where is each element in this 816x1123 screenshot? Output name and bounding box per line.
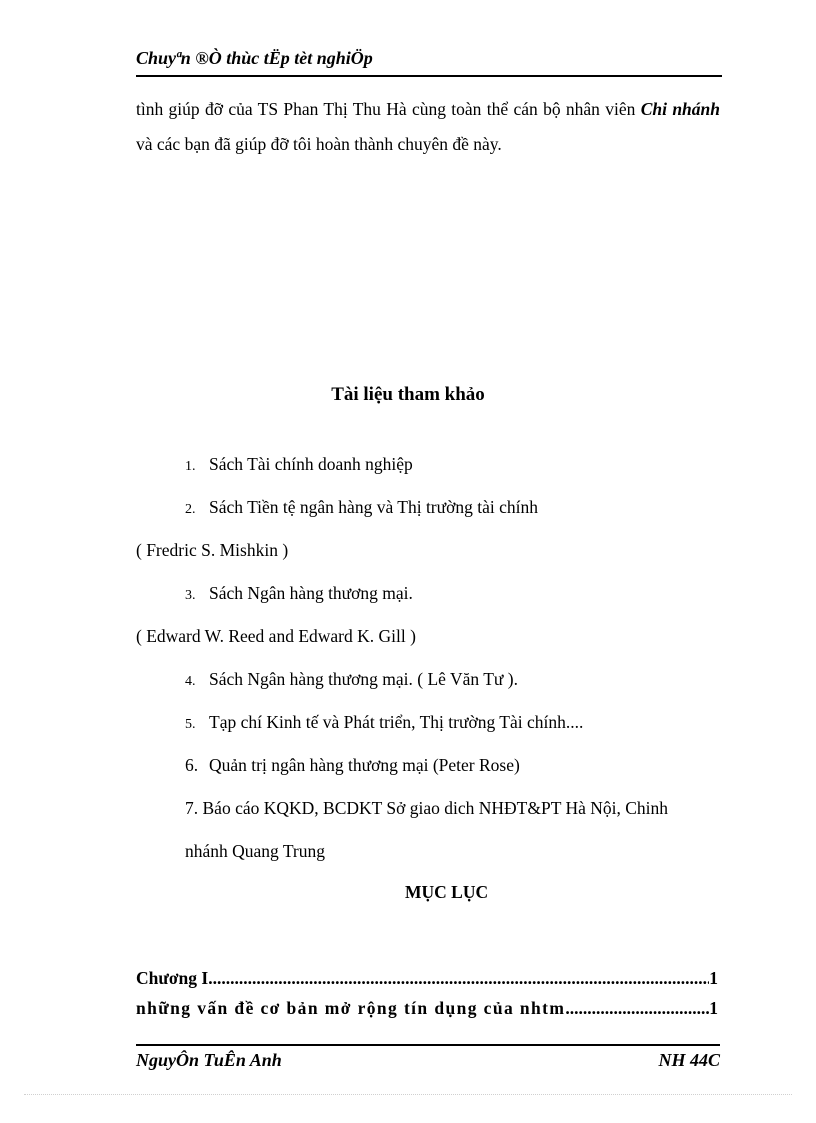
reference-text: Sách Ngân hàng thương mại. ( Lê Văn Tư ). [209,669,518,689]
reference-author: ( Edward W. Reed and Edward K. Gill ) [136,626,416,646]
reference-text: Sách Tiền tệ ngân hàng và Thị trường tài chính [209,497,538,517]
reference-number: 3. [185,588,196,603]
reference-item-continuation: nhánh Quang Trung [185,841,326,861]
toc-title: MỤC LỤC [405,882,489,902]
footer-class: NH 44C [658,1050,720,1070]
toc-label: Chương I [136,968,209,988]
reference-item [185,755,520,776]
intro-paragraph [136,92,720,162]
page-break-divider [24,1094,792,1095]
reference-item [185,454,413,475]
reference-item [185,669,518,690]
intro-emphasis: Chi nhánh [640,99,720,119]
toc-page: 1 [709,998,718,1018]
toc-row[interactable] [136,998,718,1019]
toc-page: 1 [709,968,718,988]
references-title: Tài liệu tham khảo [331,384,485,405]
footer-author: NguyÔn TuÊn Anh [136,1050,282,1070]
reference-text: Sách Ngân hàng thương mại. [209,583,413,603]
reference-item [185,583,413,604]
header-title: Chuyªn ®Ò thùc tËp tèt nghiÖp [136,48,373,68]
reference-number: 2. [185,502,196,517]
toc-leader-dots [208,968,709,989]
reference-number: 4. [185,674,196,689]
reference-number: 5. [185,717,196,732]
reference-author: ( Fredric S. Mishkin ) [136,540,289,560]
toc-leader-dots [565,998,709,1019]
intro-text-before: tình giúp đỡ của TS Phan Thị Thu Hà cùng toàn thể cán bộ nhân viên [136,99,641,119]
reference-text: Quản trị ngân hàng thương mại (Peter Rose) [209,755,520,775]
reference-number: 6. [185,755,199,775]
toc-row[interactable] [136,968,718,989]
reference-text: Sách Tài chính doanh nghiệp [209,454,413,474]
toc-label: những vấn đề cơ bản mở rộng tín dụng của nhtm [136,998,566,1018]
reference-number: 1. [185,459,196,474]
reference-item [185,497,538,518]
page-header [136,48,722,77]
reference-text: Tạp chí Kinh tế và Phát triển, Thị trường Tài chính.... [209,712,584,732]
reference-item [185,712,583,733]
page-footer [136,1044,720,1071]
intro-text-after: và các bạn đã giúp đỡ tôi hoàn thành chuyên đề này. [136,134,502,154]
reference-item: 7. Báo cáo KQKD, BCDKT Sở giao dich NHĐT&PT Hà Nội, Chinh [185,798,669,818]
